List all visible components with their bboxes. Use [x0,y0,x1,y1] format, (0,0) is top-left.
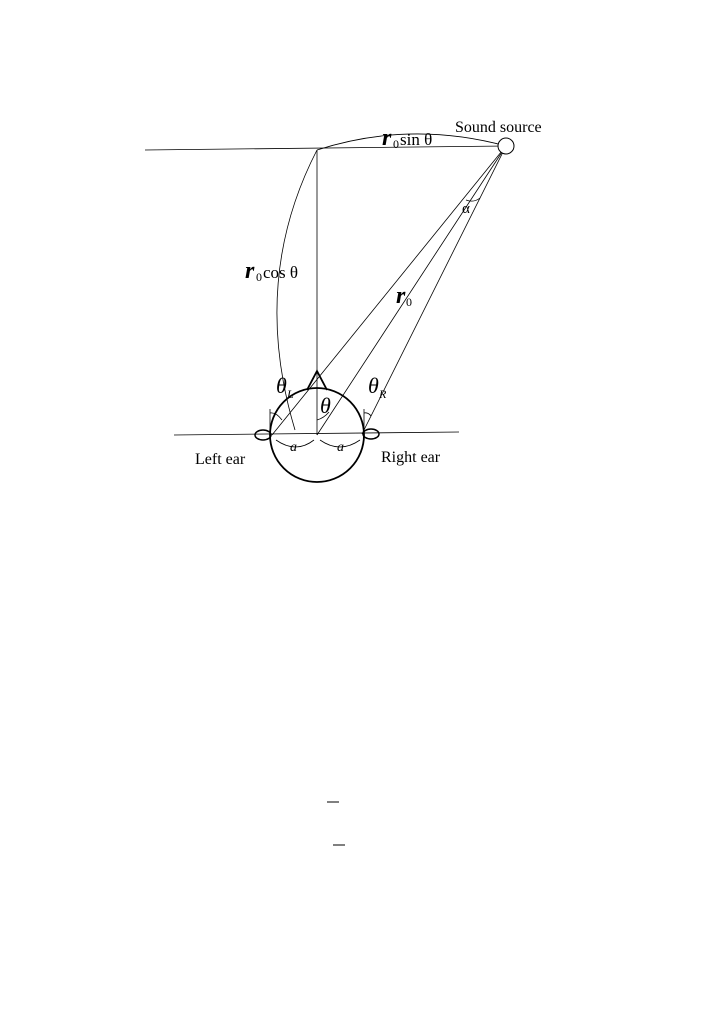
sound-source-circle [498,138,514,154]
ear-axis-line [174,432,459,435]
theta-L-sub: L [287,387,294,401]
theta-R-sub: R [379,387,387,401]
right-ear-label: Right ear [381,449,441,466]
theta-L-symbol: θ [276,373,287,398]
a-right-label: a [337,440,344,455]
theta-R-angle-arc [364,413,371,416]
left-ear-shape [255,430,271,440]
theta-R-symbol: θ [368,373,379,398]
r0-sin-text: sin θ [400,130,433,149]
theta-label: θ [320,393,331,418]
r0-cos-sub: 0 [256,270,262,284]
right-ear-shape [363,429,379,439]
line-center-to-source [317,146,506,435]
left-ear-label: Left ear [195,451,246,468]
theta-L-angle-arc [270,413,282,420]
line-left-ear-to-source [272,146,506,435]
r0-r: r [396,283,406,309]
top-reference-line [145,146,506,150]
alpha-label: α [462,201,470,217]
r0-cos-r: r [245,258,255,284]
sound-source-label: Sound source [455,119,542,136]
a-left-label: a [290,440,297,455]
r0-sin-sub: 0 [393,137,399,151]
r0-cos-text: cos θ [263,263,299,282]
r0-sub: 0 [406,295,412,309]
r0-sin-r: r [382,125,392,151]
